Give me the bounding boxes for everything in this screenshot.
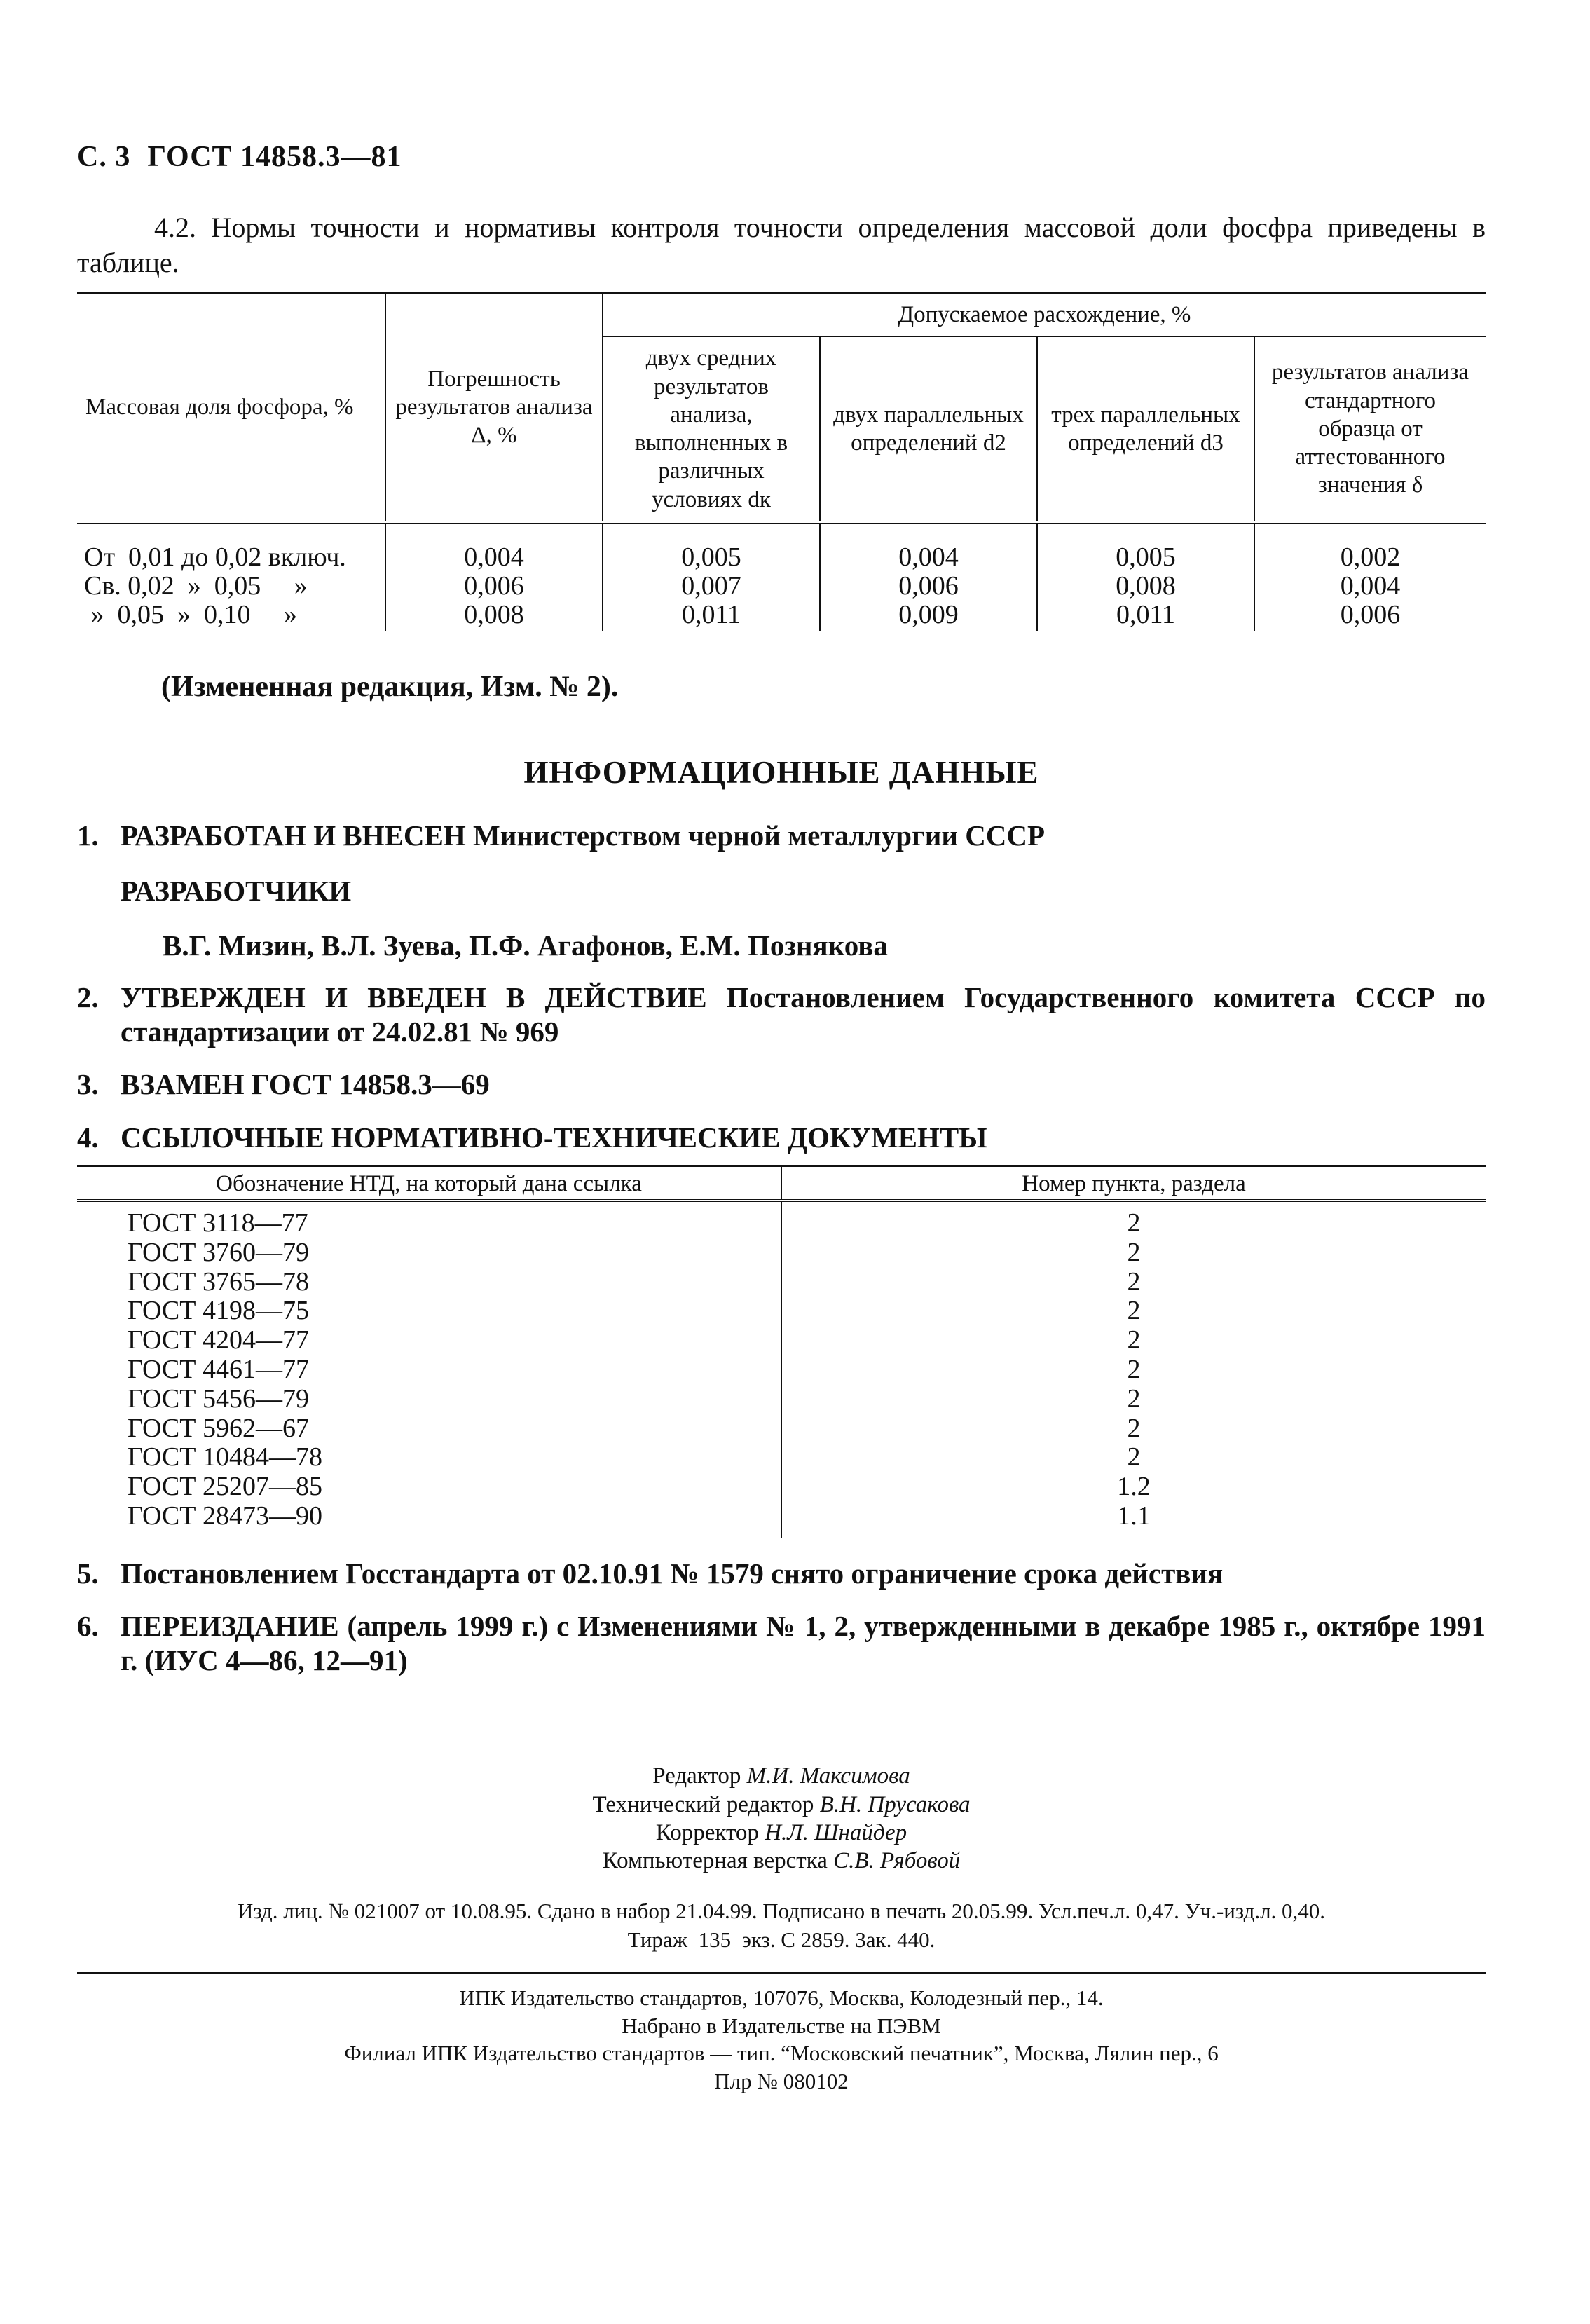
header-d3: трех параллельных определений d3 xyxy=(1037,336,1254,522)
table-row xyxy=(77,522,1486,572)
cell-delta: 0,002 xyxy=(1254,522,1486,572)
accuracy-norms-table xyxy=(77,292,1486,631)
table-row xyxy=(77,1385,1486,1414)
publisher-line: ИПК Издательство стандартов, 107076, Москва, Колодезный пер., 14. xyxy=(459,1985,1104,2010)
header-allowed-discrepancy: Допускаемое расхождение, % xyxy=(603,293,1486,337)
cell-dk: 0,007 xyxy=(603,572,820,601)
ref-section: 1.1 xyxy=(781,1502,1486,1538)
credit-line xyxy=(77,1819,1486,1847)
info-section-title: ИНФОРМАЦИОННЫЕ ДАННЫЕ xyxy=(523,754,1039,790)
divider xyxy=(77,1972,1486,1974)
intro-paragraph: 4.2. Нормы точности и нормативы контроля точности определения массовой доли фосфра приведены в таблице. xyxy=(77,212,1486,278)
table-row xyxy=(77,1201,1486,1238)
cell-d2: 0,004 xyxy=(820,522,1037,572)
credit-line xyxy=(77,1762,1486,1790)
credit-name: Н.Л. Шнайдер xyxy=(765,1819,907,1845)
ref-section: 2 xyxy=(781,1355,1486,1385)
cell-d2: 0,009 xyxy=(820,601,1037,631)
cell-error: 0,008 xyxy=(385,601,603,631)
table-row xyxy=(77,1502,1486,1538)
cell-error: 0,004 xyxy=(385,522,603,572)
credit-role: Корректор xyxy=(655,1819,759,1845)
table-row xyxy=(77,1443,1486,1472)
developers-names: В.Г. Мизин, В.Л. Зуева, П.Ф. Агафонов, Е.М. Познякова xyxy=(163,929,888,962)
item-number: 5. xyxy=(77,1557,99,1590)
cell-delta: 0,004 xyxy=(1254,572,1486,601)
info-item-6 xyxy=(77,1609,1486,1678)
cell-d3: 0,008 xyxy=(1037,572,1254,601)
ref-doc: ГОСТ 3765—78 xyxy=(128,1266,309,1297)
ref-section: 2 xyxy=(781,1414,1486,1444)
imprint-line: Изд. лиц. № 021007 от 10.08.95. Сдано в набор 21.04.99. Подписано в печать 20.05.99. Усл.печ.л. 0,47. Уч.-изд.л. 0,40. xyxy=(237,1899,1326,1924)
info-item-1 xyxy=(77,819,1486,853)
credit-name: С.В. Рябовой xyxy=(833,1848,961,1874)
item-number: 3. xyxy=(77,1068,99,1101)
header-d2: двух параллельных определений d2 xyxy=(820,336,1037,522)
item-number: 4. xyxy=(77,1121,99,1154)
editorial-credits xyxy=(77,1762,1486,1875)
ref-section: 2 xyxy=(781,1238,1486,1268)
table-row xyxy=(77,572,1486,601)
cell-delta: 0,006 xyxy=(1254,601,1486,631)
cell-mass: Св. 0,02 » 0,05 » xyxy=(84,570,308,601)
credit-name: М.И. Максимова xyxy=(746,1763,910,1789)
cell-dk: 0,011 xyxy=(603,601,820,631)
header-delta: результатов анализа стандартного образца от аттестованного значения δ xyxy=(1254,336,1486,522)
cell-error: 0,006 xyxy=(385,572,603,601)
page-number: С. 3 xyxy=(77,141,131,173)
item-text: УТВЕРЖДЕН И ВВЕДЕН В ДЕЙСТВИЕ Постановлением Государственного комитета СССР по стандартизации от 24.02.81 № 969 xyxy=(121,981,1486,1048)
ref-section: 1.2 xyxy=(781,1472,1486,1502)
item-number: 1. xyxy=(77,819,99,852)
ref-doc: ГОСТ 25207—85 xyxy=(128,1472,322,1502)
ref-doc: ГОСТ 3118—77 xyxy=(128,1208,308,1238)
ref-section: 2 xyxy=(781,1385,1486,1414)
table-row xyxy=(77,601,1486,631)
publisher-line: Плр № 080102 xyxy=(714,2069,849,2094)
table-row xyxy=(77,1472,1486,1502)
table-row xyxy=(77,1414,1486,1444)
cell-dk: 0,005 xyxy=(603,522,820,572)
developers-heading: РАЗРАБОТЧИКИ xyxy=(121,875,352,908)
credit-line xyxy=(77,1791,1486,1819)
table-row xyxy=(77,1297,1486,1326)
info-item-4 xyxy=(77,1121,1486,1155)
ref-doc: ГОСТ 10484—78 xyxy=(128,1442,322,1472)
header-mass-fraction: Массовая доля фосфора, % xyxy=(77,293,385,522)
references-table xyxy=(77,1165,1486,1538)
item-number: 2. xyxy=(77,981,99,1014)
item-number: 6. xyxy=(77,1610,99,1643)
header-dk: двух средних результатов анализа, выполненных в различных условиях dк xyxy=(603,336,820,522)
table-row xyxy=(77,1268,1486,1297)
item-text: ССЫЛОЧНЫЕ НОРМАТИВНО-ТЕХНИЧЕСКИЕ ДОКУМЕНТЫ xyxy=(121,1121,987,1154)
item-text: РАЗРАБОТАН И ВНЕСЕН Министерством черной металлургии СССР xyxy=(121,819,1046,852)
credit-line xyxy=(77,1847,1486,1875)
cell-mass: » 0,05 » 0,10 » xyxy=(84,599,297,629)
cell-mass: От 0,01 до 0,02 включ. xyxy=(84,542,346,572)
cell-d3: 0,005 xyxy=(1037,522,1254,572)
cell-d3: 0,011 xyxy=(1037,601,1254,631)
cell-d2: 0,006 xyxy=(820,572,1037,601)
ref-section: 2 xyxy=(781,1268,1486,1297)
ref-doc: ГОСТ 28473—90 xyxy=(128,1501,322,1531)
ref-doc: ГОСТ 4204—77 xyxy=(128,1325,309,1355)
info-item-5 xyxy=(77,1557,1486,1591)
ref-section: 2 xyxy=(781,1326,1486,1355)
table-row xyxy=(77,1326,1486,1355)
credit-role: Технический редактор xyxy=(592,1791,814,1817)
credit-role: Компьютерная верстка xyxy=(602,1848,828,1874)
info-item-2 xyxy=(77,980,1486,1049)
publisher-info xyxy=(77,1984,1486,2096)
ref-section: 2 xyxy=(781,1297,1486,1326)
amendment-note: (Измененная редакция, Изм. № 2). xyxy=(161,670,619,703)
standard-number: ГОСТ 14858.3—81 xyxy=(147,141,402,173)
imprint-line: Тираж 135 экз. С 2859. Зак. 440. xyxy=(627,1927,936,1952)
item-text: ВЗАМЕН ГОСТ 14858.3—69 xyxy=(121,1068,490,1101)
header-section: Номер пункта, раздела xyxy=(781,1166,1486,1201)
ref-doc: ГОСТ 4461—77 xyxy=(128,1355,309,1385)
ref-doc: ГОСТ 5962—67 xyxy=(128,1413,309,1443)
info-item-3 xyxy=(77,1067,1486,1102)
publisher-line: Набрано в Издательстве на ПЭВМ xyxy=(622,2013,941,2038)
credit-role: Редактор xyxy=(652,1763,741,1789)
imprint xyxy=(77,1897,1486,1954)
running-header xyxy=(77,140,1486,174)
item-text: Постановлением Госстандарта от 02.10.91 № 1579 снято ограничение срока действия xyxy=(121,1557,1224,1590)
publisher-line: Филиал ИПК Издательство стандартов — тип. “Московский печатник”, Москва, Лялин пер., 6 xyxy=(344,2041,1219,2066)
ref-doc: ГОСТ 4198—75 xyxy=(128,1296,309,1326)
table-row xyxy=(77,1355,1486,1385)
ref-doc: ГОСТ 5456—79 xyxy=(128,1383,309,1414)
item-text: ПЕРЕИЗДАНИЕ (апрель 1999 г.) с Изменениями № 1, 2, утвержденными в декабре 1985 г., октябре 1991 г. (ИУС 4—86, 12—91) xyxy=(121,1610,1486,1677)
credit-name: В.Н. Прусакова xyxy=(819,1791,971,1817)
document-page xyxy=(77,140,1486,2096)
ref-doc: ГОСТ 3760—79 xyxy=(128,1237,309,1267)
table-row xyxy=(77,1238,1486,1268)
header-analysis-error: Погрешность результатов анализа Δ, % xyxy=(385,293,603,522)
header-document: Обозначение НТД, на который дана ссылка xyxy=(77,1166,781,1201)
ref-section: 2 xyxy=(781,1201,1486,1238)
ref-section: 2 xyxy=(781,1443,1486,1472)
